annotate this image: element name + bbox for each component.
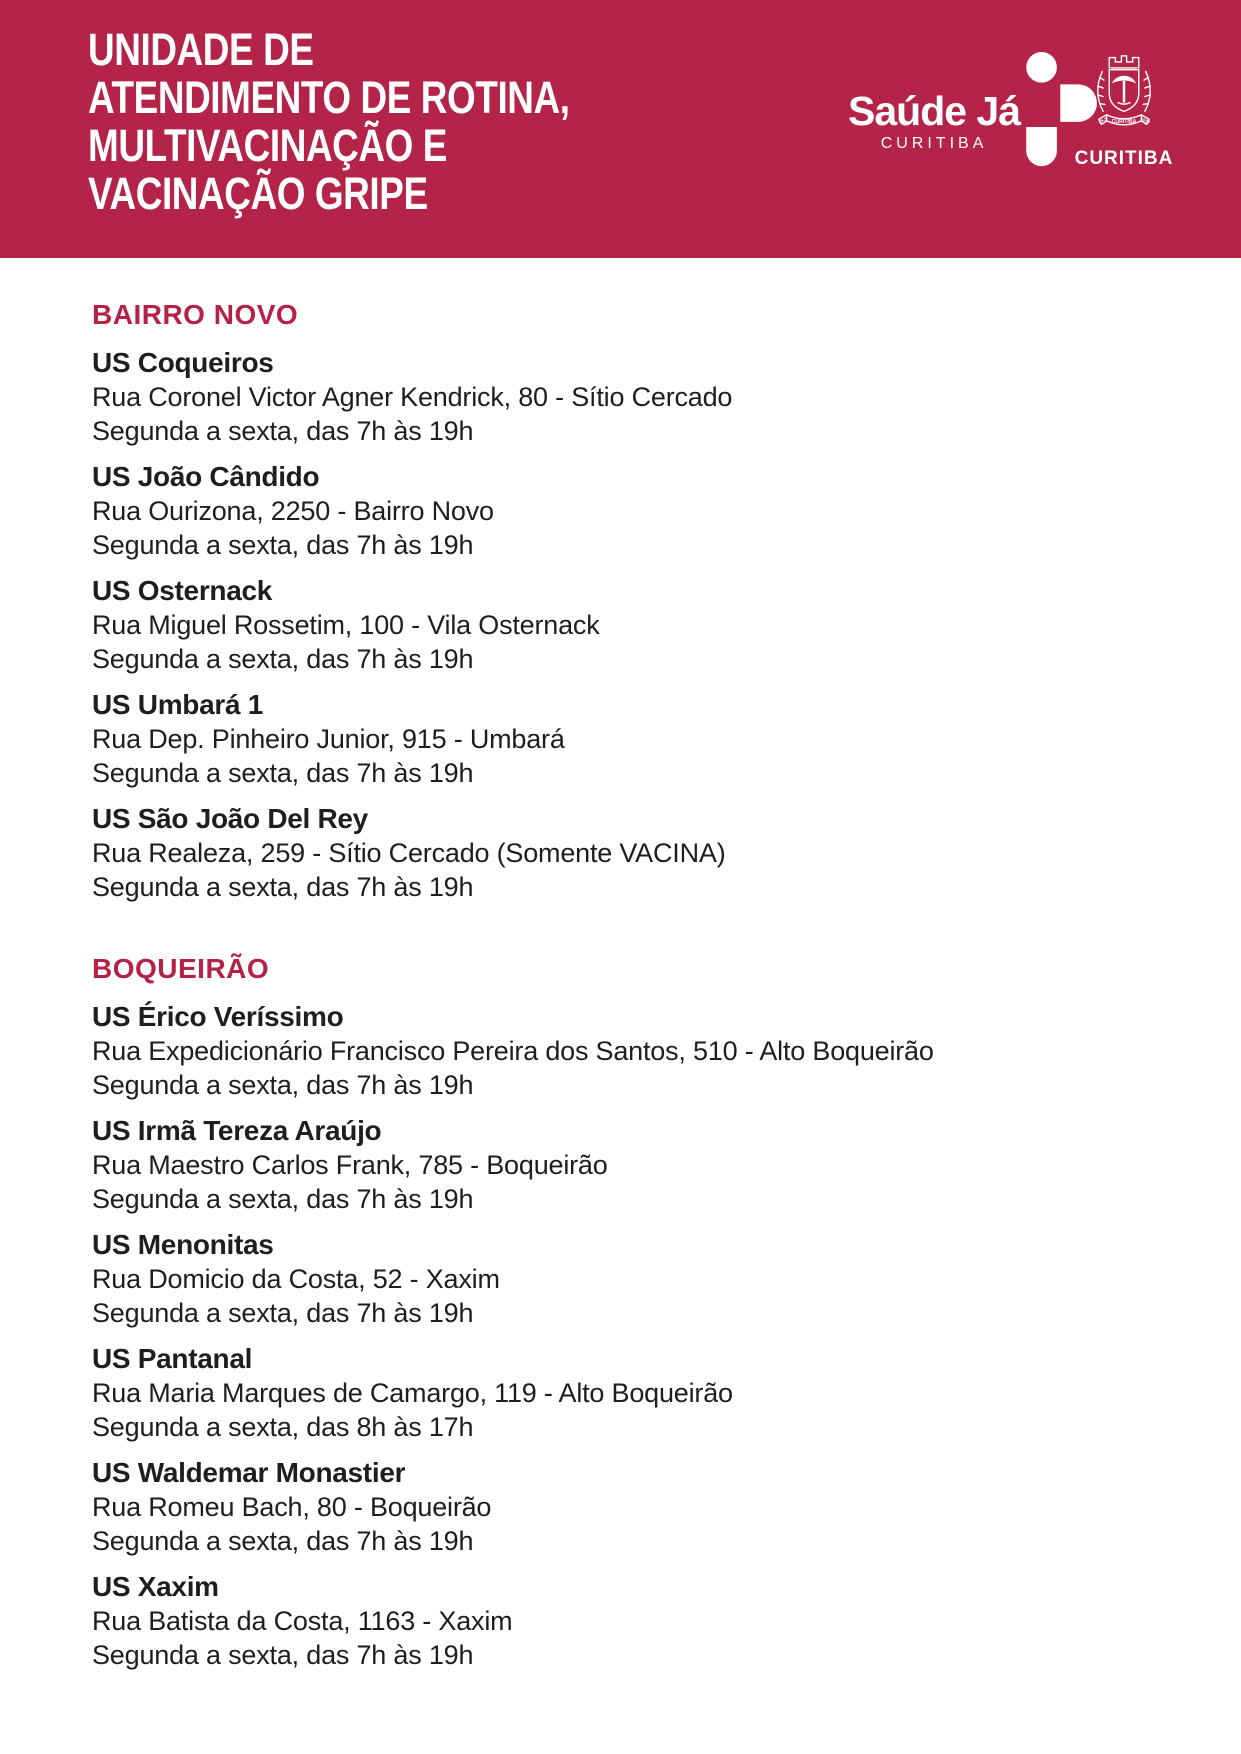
unit-address: Rua Maria Marques de Camargo, 119 - Alto Boqueirão <box>92 1378 733 1408</box>
title-line-3: MULTIVACINAÇÃO E <box>88 120 448 171</box>
health-unit-item <box>92 1228 1161 1330</box>
district-section <box>92 952 1161 1672</box>
health-unit-item <box>92 1114 1161 1216</box>
health-unit-item <box>92 688 1161 790</box>
unit-name: US Waldemar Monastier <box>92 1457 406 1488</box>
unit-hours: Segunda a sexta, das 7h às 19h <box>92 530 474 560</box>
district-unit-list <box>92 1000 1161 1672</box>
unit-name: US Pantanal <box>92 1343 253 1374</box>
unit-hours: Segunda a sexta, das 7h às 19h <box>92 1526 474 1556</box>
district-section <box>92 298 1161 904</box>
unit-name: US Menonitas <box>92 1229 274 1260</box>
title-line-4: VACINAÇÃO GRIPE <box>88 168 428 219</box>
unit-name: US Umbará 1 <box>92 689 263 720</box>
unit-address: Rua Coronel Victor Agner Kendrick, 80 - Sítio Cercado <box>92 382 733 412</box>
page-header <box>0 0 1241 258</box>
unit-address: Rua Domicio da Costa, 52 - Xaxim <box>92 1264 500 1294</box>
unit-name: US Irmã Tereza Araújo <box>92 1115 382 1146</box>
saude-ja-brand-text: Saúde Já <box>848 88 1021 134</box>
curitiba-city-label: CURITIBA <box>1074 148 1174 169</box>
saude-ja-curitiba-text: CURITIBA <box>880 135 988 152</box>
health-unit-item <box>92 802 1161 904</box>
saude-ja-logo <box>848 52 1106 167</box>
coat-banner-text: CURITIBA <box>1111 119 1137 126</box>
title-line-2: ATENDIMENTO DE ROTINA, <box>88 72 570 123</box>
health-unit-item <box>92 1456 1161 1558</box>
district-unit-list <box>92 346 1161 904</box>
health-unit-item <box>92 460 1161 562</box>
unit-name: US Osternack <box>92 575 273 606</box>
unit-address: Rua Realeza, 259 - Sítio Cercado (Somente VACINA) <box>92 838 726 868</box>
health-unit-item <box>92 1000 1161 1102</box>
unit-address: Rua Maestro Carlos Frank, 785 - Boqueirão <box>92 1150 608 1180</box>
saude-ja-wordmark <box>848 89 1020 153</box>
health-unit-item <box>92 1342 1161 1444</box>
unit-address: Rua Batista da Costa, 1163 - Xaxim <box>92 1606 513 1636</box>
unit-hours: Segunda a sexta, das 7h às 19h <box>92 1184 474 1214</box>
district-title: BOQUEIRÃO <box>92 953 270 984</box>
health-unit-item <box>92 1570 1161 1672</box>
district-title: BAIRRO NOVO <box>92 299 299 330</box>
unit-hours: Segunda a sexta, das 7h às 19h <box>92 758 474 788</box>
page-title <box>88 26 675 218</box>
health-unit-item <box>92 574 1161 676</box>
unit-name: US João Cândido <box>92 461 320 492</box>
unit-name: US Érico Veríssimo <box>92 1001 344 1032</box>
coat-date-left: 29-3 <box>1097 116 1108 125</box>
unit-hours: Segunda a sexta, das 7h às 19h <box>92 416 474 446</box>
unit-hours: Segunda a sexta, das 8h às 17h <box>92 1412 474 1442</box>
unit-hours: Segunda a sexta, das 7h às 19h <box>92 1298 474 1328</box>
unit-name: US Coqueiros <box>92 347 274 378</box>
health-unit-item <box>92 346 1161 448</box>
unit-address: Rua Expedicionário Francisco Pereira dos Santos, 510 - Alto Boqueirão <box>92 1036 934 1066</box>
unit-directory <box>0 258 1241 1672</box>
unit-name: US Xaxim <box>92 1571 219 1602</box>
unit-name: US São João Del Rey <box>92 803 368 834</box>
unit-hours: Segunda a sexta, das 7h às 19h <box>92 1070 474 1100</box>
coat-date-right: 1693 <box>1140 116 1151 125</box>
curitiba-coat-of-arms-icon <box>1072 48 1176 140</box>
unit-hours: Segunda a sexta, das 7h às 19h <box>92 872 474 902</box>
unit-address: Rua Ourizona, 2250 - Bairro Novo <box>92 496 494 526</box>
unit-address: Rua Romeu Bach, 80 - Boqueirão <box>92 1492 492 1522</box>
title-line-1: UNIDADE DE <box>88 24 314 75</box>
unit-hours: Segunda a sexta, das 7h às 19h <box>92 644 474 674</box>
unit-hours: Segunda a sexta, das 7h às 19h <box>92 1640 474 1670</box>
unit-address: Rua Dep. Pinheiro Junior, 915 - Umbará <box>92 724 565 754</box>
curitiba-logo <box>1071 48 1177 170</box>
unit-address: Rua Miguel Rossetim, 100 - Vila Osternack <box>92 610 600 640</box>
